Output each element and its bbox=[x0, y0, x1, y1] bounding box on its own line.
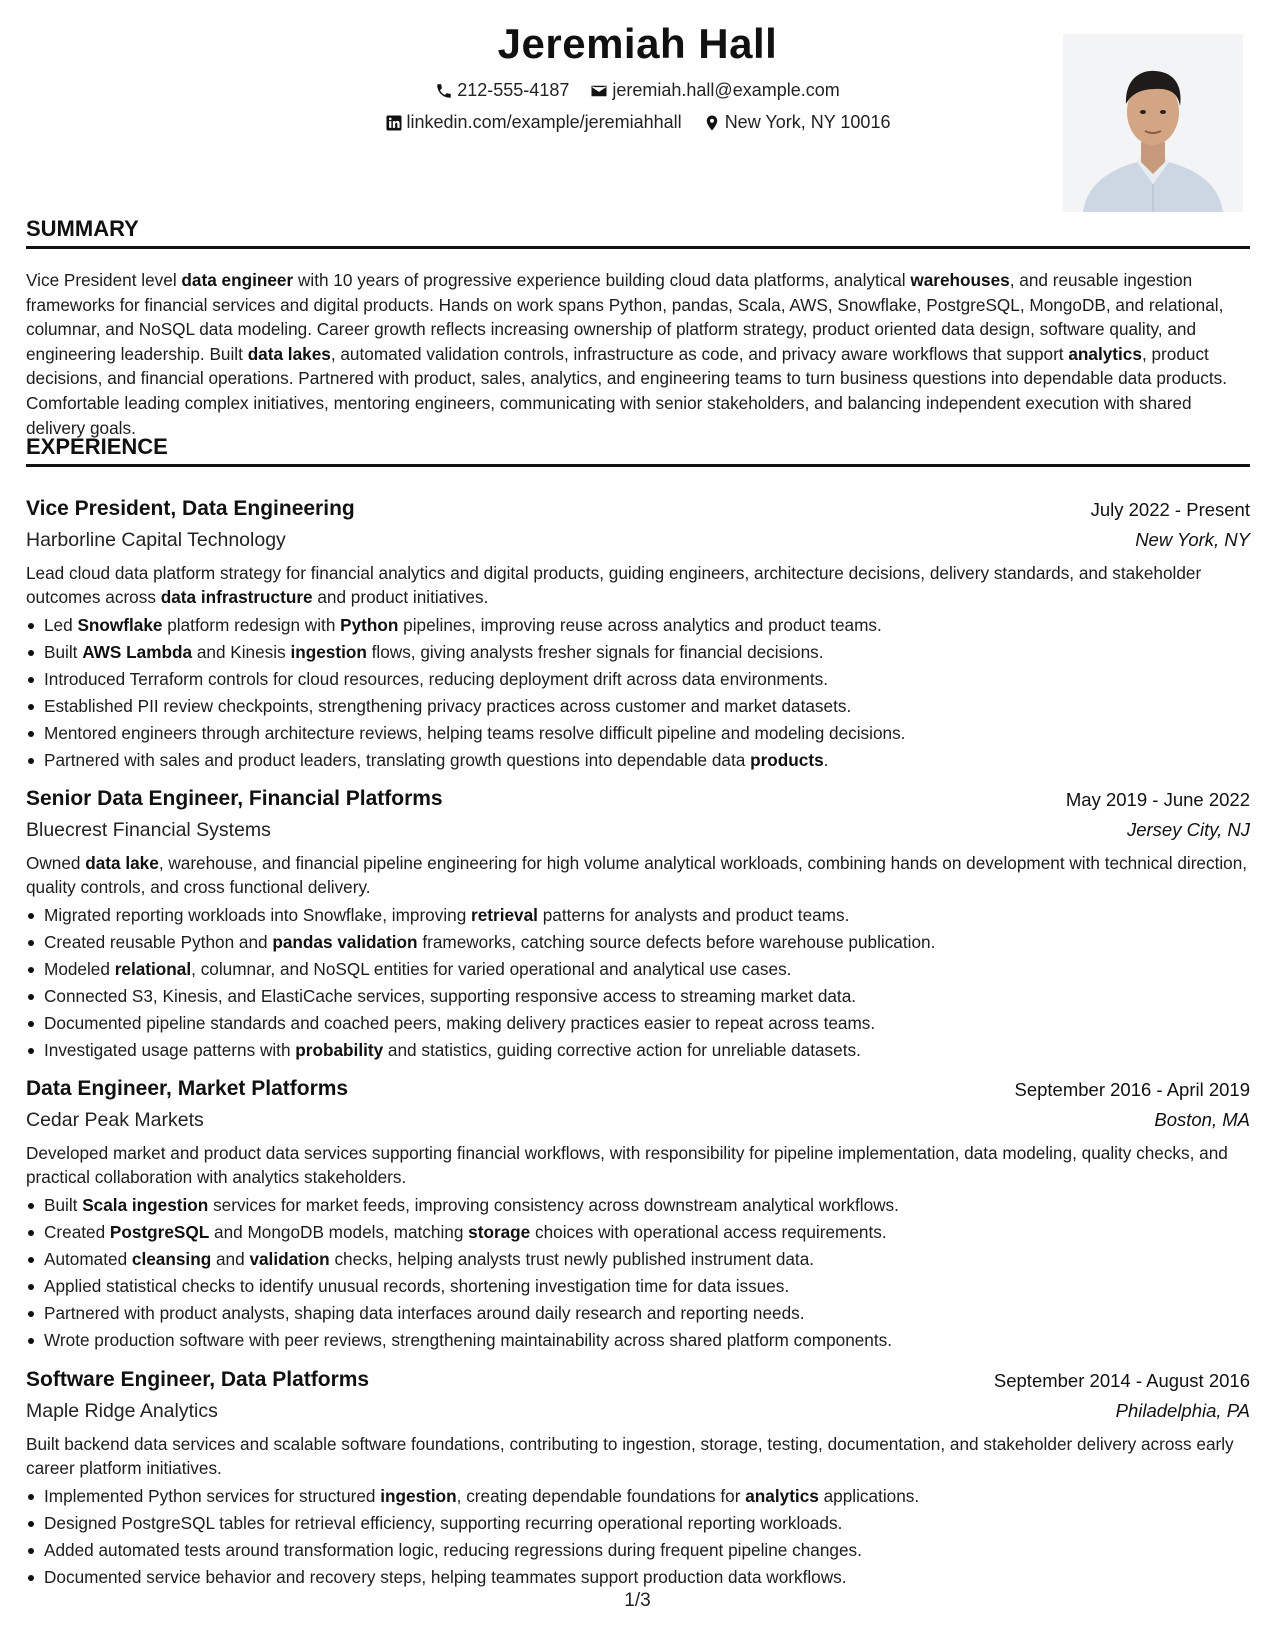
job-description bbox=[26, 1432, 1250, 1481]
emphasis-text: analytics bbox=[1068, 343, 1142, 364]
achievement-item bbox=[44, 639, 1250, 666]
text-run: Documented pipeline standards and coached peers, making delivery practices easier to repeat across teams. bbox=[44, 1012, 876, 1033]
job-entry bbox=[26, 1077, 1250, 1354]
text-run: Established PII review checkpoints, strengthening privacy practices across customer and market datasets. bbox=[44, 695, 852, 716]
envelope-icon bbox=[590, 82, 608, 100]
achievement-item bbox=[44, 747, 1250, 774]
emphasis-text: cleansing bbox=[131, 1248, 212, 1269]
job-title: Senior Data Engineer, Financial Platforms bbox=[26, 787, 443, 810]
text-run: Created bbox=[44, 1221, 110, 1242]
emphasis-text: ingestion bbox=[380, 1485, 457, 1506]
text-run: Wrote production software with peer reviews, strengthening maintainability across shared platform components. bbox=[44, 1329, 893, 1350]
achievement-list bbox=[26, 1483, 1250, 1591]
emphasis-text: analytics bbox=[745, 1485, 819, 1506]
job-header bbox=[26, 787, 1250, 817]
text-run: and product initiatives. bbox=[312, 587, 489, 608]
linkedin-contact bbox=[385, 112, 682, 133]
achievement-list bbox=[26, 902, 1250, 1064]
text-run: Investigated usage patterns with bbox=[44, 1039, 296, 1060]
achievement-list bbox=[26, 612, 1250, 774]
phone-icon bbox=[435, 82, 453, 100]
emphasis-text: validation bbox=[249, 1248, 330, 1269]
emphasis-text: data lake bbox=[85, 853, 159, 873]
text-run: and MongoDB models, matching bbox=[209, 1221, 469, 1242]
text-run: services for market feeds, improving consistency across downstream analytical workflows. bbox=[208, 1194, 899, 1215]
text-run: Introduced Terraform controls for cloud resources, reducing deployment drift across data environments. bbox=[44, 668, 829, 689]
emphasis-text: ingestion bbox=[290, 641, 367, 662]
job-entry bbox=[26, 1368, 1250, 1591]
linkedin-text: linkedin.com/example/jeremiahhall bbox=[406, 112, 682, 132]
achievement-item bbox=[44, 1327, 1250, 1354]
job-title: Vice President, Data Engineering bbox=[26, 497, 355, 520]
achievement-item bbox=[44, 1483, 1250, 1510]
achievement-item bbox=[44, 929, 1250, 956]
text-run: Partnered with product analysts, shaping data interfaces around daily research and reporting needs. bbox=[44, 1302, 805, 1323]
emphasis-text: data infrastructure bbox=[160, 587, 313, 608]
text-run: . bbox=[823, 749, 829, 770]
job-header bbox=[26, 1368, 1250, 1398]
text-run: , product decisions, and financial operations. Partnered with product, sales, analytics, and engineering teams to turn business questions into dependable data products. Comfortable leading complex initiatives, mentoring engineers, communicating with senior stakeholders, and balancing independent execution with shared delivery goals. bbox=[26, 343, 1228, 438]
text-run: Developed market and product data services supporting financial workflows, with responsibility for pipeline implementation, data modeling, quality checks, and practical collaboration with analytics stakeholders. bbox=[26, 1143, 1228, 1188]
job-dates: September 2014 - August 2016 bbox=[993, 1370, 1250, 1391]
achievement-item bbox=[44, 1037, 1250, 1064]
summary-text bbox=[26, 268, 1252, 440]
job-subheader bbox=[26, 1107, 1250, 1141]
achievement-item bbox=[44, 693, 1250, 720]
text-run: Automated bbox=[44, 1248, 132, 1269]
job-subheader bbox=[26, 1398, 1250, 1432]
emphasis-text: warehouses bbox=[910, 270, 1010, 290]
job-subheader bbox=[26, 817, 1250, 851]
text-run: and statistics, guiding corrective action for unreliable datasets. bbox=[383, 1039, 861, 1060]
summary-heading: SUMMARY bbox=[26, 216, 1250, 249]
achievement-item bbox=[44, 1010, 1250, 1037]
text-run: with 10 years of progressive experience building cloud data platforms, analytical bbox=[293, 270, 911, 290]
text-run: Migrated reporting workloads into Snowflake, improving bbox=[44, 904, 472, 925]
text-run: Modeled bbox=[44, 958, 115, 979]
text-run: , and reusable ingestion frameworks for financial services and digital products. Hands on work spans Python, pandas, Scala, AWS, Snowflake, PostgreSQL, MongoDB, and relational, columnar, and NoSQL data modeling. Career growth reflects increasing ownership of platform strategy, product oriented data design, software quality, and engineering leadership. Built bbox=[26, 270, 1224, 364]
emphasis-text: storage bbox=[468, 1221, 531, 1242]
emphasis-text: products bbox=[750, 749, 824, 770]
job-location: New York, NY bbox=[1135, 529, 1250, 550]
phone-text: 212-555-4187 bbox=[457, 80, 570, 100]
text-run: Added automated tests around transformation logic, reducing regressions during frequent pipeline changes. bbox=[44, 1539, 862, 1560]
company-name: Maple Ridge Analytics bbox=[26, 1400, 218, 1422]
text-run: pipelines, improving reuse across analytics and product teams. bbox=[398, 614, 882, 635]
text-run: , creating dependable foundations for bbox=[456, 1485, 746, 1506]
profile-photo bbox=[1063, 34, 1243, 212]
emphasis-text: relational bbox=[114, 958, 192, 979]
experience-heading: EXPERIENCE bbox=[26, 434, 1250, 467]
achievement-item bbox=[44, 1192, 1250, 1219]
job-dates: July 2022 - Present bbox=[1090, 499, 1250, 520]
linkedin-icon bbox=[385, 114, 403, 132]
achievement-item bbox=[44, 612, 1250, 639]
text-run: frameworks, catching source defects before warehouse publication. bbox=[417, 931, 936, 952]
achievement-list bbox=[26, 1192, 1250, 1354]
candidate-name: Jeremiah Hall bbox=[497, 20, 778, 67]
achievement-item bbox=[44, 1300, 1250, 1327]
achievement-item bbox=[44, 956, 1250, 983]
text-run: Built bbox=[44, 1194, 83, 1215]
text-run: flows, giving analysts fresher signals for financial decisions. bbox=[366, 641, 824, 662]
text-run: Partnered with sales and product leaders, translating growth questions into dependable data bbox=[44, 749, 751, 770]
emphasis-text: PostgreSQL bbox=[109, 1221, 210, 1242]
achievement-item bbox=[44, 983, 1250, 1010]
text-run: and Kinesis bbox=[192, 641, 291, 662]
achievement-item bbox=[44, 1219, 1250, 1246]
text-run: and bbox=[211, 1248, 250, 1269]
map-pin-icon bbox=[703, 114, 721, 132]
company-name: Bluecrest Financial Systems bbox=[26, 819, 271, 841]
job-subheader bbox=[26, 527, 1250, 561]
text-run: , columnar, and NoSQL entities for varied operational and analytical use cases. bbox=[191, 958, 792, 979]
job-title: Data Engineer, Market Platforms bbox=[26, 1077, 349, 1100]
achievement-item bbox=[44, 1246, 1250, 1273]
achievement-item bbox=[44, 666, 1250, 693]
achievement-item bbox=[44, 1564, 1250, 1591]
location-text: New York, NY 10016 bbox=[724, 112, 891, 132]
text-run: , warehouse, and financial pipeline engineering for high volume analytical workloads, combining hands on development with technical direction, quality controls, and cross functional delivery. bbox=[26, 853, 1248, 898]
achievement-item bbox=[44, 720, 1250, 747]
job-dates: September 2016 - April 2019 bbox=[1014, 1079, 1250, 1100]
emphasis-text: probability bbox=[295, 1039, 384, 1060]
job-location: Jersey City, NJ bbox=[1126, 819, 1250, 840]
location-contact bbox=[703, 112, 891, 133]
job-description bbox=[26, 561, 1250, 610]
text-run: Owned bbox=[26, 853, 86, 873]
phone-contact bbox=[435, 80, 569, 101]
achievement-item bbox=[44, 1537, 1250, 1564]
text-run: applications. bbox=[818, 1485, 920, 1506]
text-run: Created reusable Python and bbox=[44, 931, 273, 952]
text-run: Documented service behavior and recovery steps, helping teammates support production data workflows. bbox=[44, 1566, 847, 1587]
job-header bbox=[26, 1077, 1250, 1107]
emphasis-text: AWS Lambda bbox=[82, 641, 193, 662]
emphasis-text: data engineer bbox=[181, 270, 294, 290]
emphasis-text: Scala ingestion bbox=[82, 1194, 209, 1215]
job-dates: May 2019 - June 2022 bbox=[1065, 789, 1250, 810]
job-location: Philadelphia, PA bbox=[1115, 1400, 1250, 1421]
company-name: Harborline Capital Technology bbox=[26, 529, 286, 551]
job-header bbox=[26, 497, 1250, 527]
job-location: Boston, MA bbox=[1154, 1109, 1250, 1130]
job-entry bbox=[26, 497, 1250, 774]
achievement-item bbox=[44, 902, 1250, 929]
email-text: jeremiah.hall@example.com bbox=[612, 80, 840, 100]
text-run: Built bbox=[44, 641, 83, 662]
job-description bbox=[26, 1141, 1250, 1190]
emphasis-text: data lakes bbox=[247, 343, 331, 364]
text-run: Mentored engineers through architecture reviews, helping teams resolve difficult pipeline and modeling decisions. bbox=[44, 722, 906, 743]
text-run: Lead cloud data platform strategy for financial analytics and digital products, guiding engineers, architecture decisions, delivery standards, and stakeholder outcomes across bbox=[26, 563, 1202, 608]
text-run: Led bbox=[44, 614, 78, 635]
job-title: Software Engineer, Data Platforms bbox=[26, 1368, 370, 1391]
emphasis-text: pandas validation bbox=[272, 931, 418, 952]
page-number: 1/3 bbox=[624, 1590, 651, 1611]
text-run: Applied statistical checks to identify unusual records, shortening investigation time for data issues. bbox=[44, 1275, 790, 1296]
text-run: Vice President level bbox=[26, 270, 182, 290]
text-run: checks, helping analysts trust newly published instrument data. bbox=[329, 1248, 815, 1269]
job-description bbox=[26, 851, 1250, 900]
text-run: Built backend data services and scalable software foundations, contributing to ingestion, storage, testing, documentation, and stakeholder delivery across early career platform initiatives. bbox=[26, 1434, 1234, 1479]
achievement-item bbox=[44, 1510, 1250, 1537]
text-run: Designed PostgreSQL tables for retrieval efficiency, supporting recurring operational reporting workloads. bbox=[44, 1512, 843, 1533]
text-run: Connected S3, Kinesis, and ElastiCache services, supporting responsive access to streaming market data. bbox=[44, 985, 857, 1006]
achievement-item bbox=[44, 1273, 1250, 1300]
text-run: , automated validation controls, infrastructure as code, and privacy aware workflows that support bbox=[330, 343, 1069, 364]
text-run: platform redesign with bbox=[162, 614, 341, 635]
text-run: choices with operational access requirements. bbox=[530, 1221, 887, 1242]
emphasis-text: Python bbox=[340, 614, 399, 635]
emphasis-text: Snowflake bbox=[77, 614, 163, 635]
company-name: Cedar Peak Markets bbox=[26, 1109, 204, 1131]
email-contact bbox=[590, 80, 839, 101]
job-entry bbox=[26, 787, 1250, 1064]
emphasis-text: retrieval bbox=[471, 904, 538, 925]
text-run: patterns for analysts and product teams. bbox=[537, 904, 850, 925]
text-run: Implemented Python services for structured bbox=[44, 1485, 381, 1506]
